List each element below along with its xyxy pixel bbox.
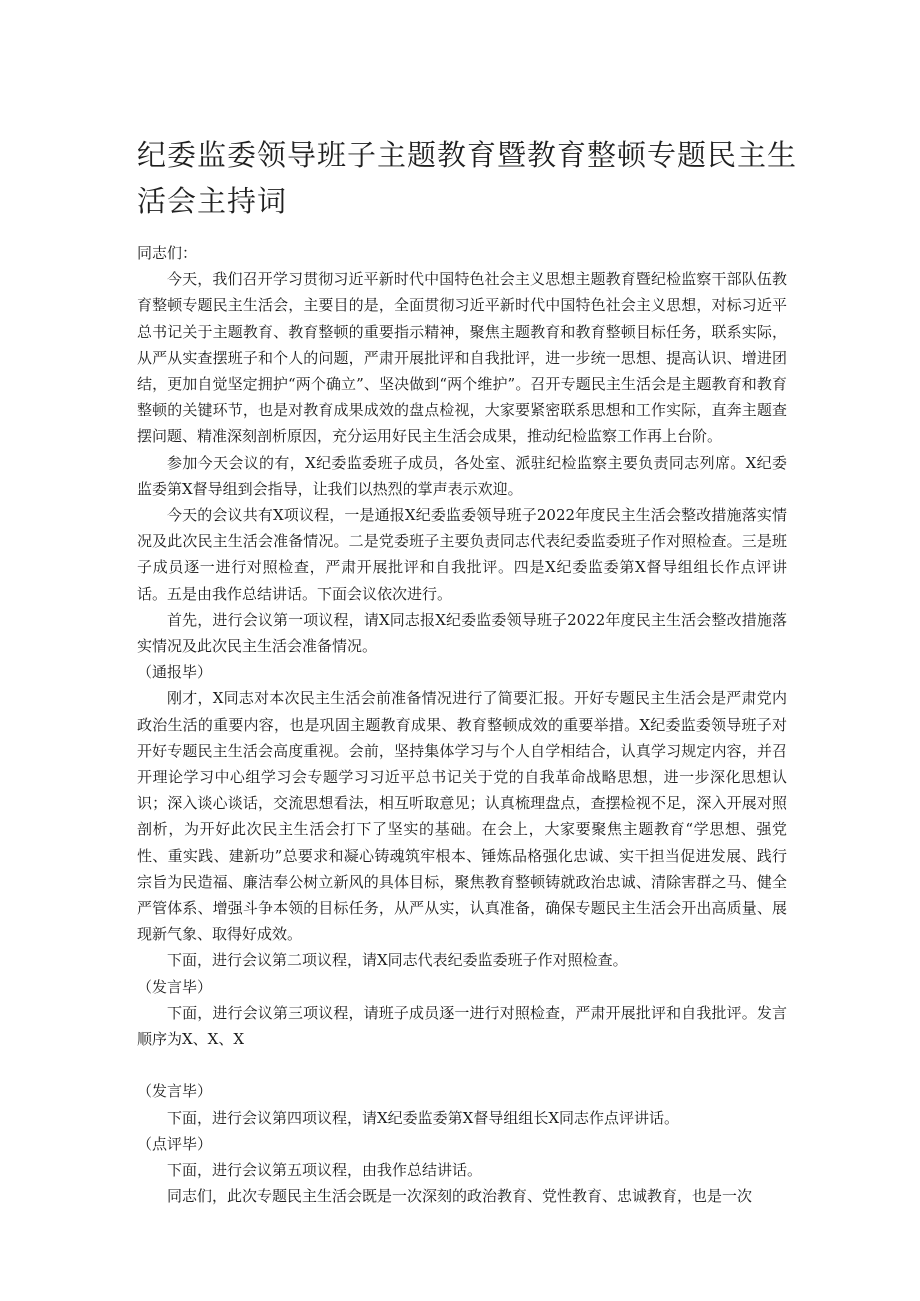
paragraph: 下面，进行会议第二项议程，请X同志代表纪委监委班子作对照检查。 [167,951,628,970]
document-title: 纪委监委领导班子主题教育暨教育整顿专题民主生活会主持词 [137,138,798,218]
paragraph: 首先，进行会议第一项议程，请X同志报X纪委监委领导班子2022年度民主生活会整改措施落实情况及此次民主生活会准备情况。 [137,610,787,656]
document-body [137,240,787,1209]
paragraph: 今天的会议共有X项议程，一是通报X纪委监委领导班子2022年度民主生活会整改措施落实情况及此次民主生活会准备情况。二是党委班子主要负责同志代表纪委监委班子作对照检查。三是班子成员逐一进行对照检查，严肃开展批评和自我批评。四是X纪委监委第X督导组组长作点评讲话。五是由我作总结讲话。下面会议依次进行。 [137,506,787,603]
paragraph: 下面，进行会议第五项议程，由我作总结讲话。 [167,1160,483,1179]
paragraph: 下面，进行会议第三项议程，请班子成员逐一进行对照检查，严肃开展批评和自我批评。发言顺序为X、X、X [137,1003,787,1049]
paragraph: 刚才，X同志对本次民主生活会前准备情况进行了简要汇报。开好专题民主生活会是严肃党内政治生活的重要内容，也是巩固主题教育成果、教育整顿成效的重要举措。X纪委监委领导班子对开好专题民主生活会高度重视。会前，坚持集体学习与个人自学相结合，认真学习规定内容，并召开理论学习中心组学习会专题学习习近平总书记关于党的自我革命战略思想，进一步深化思想认识；深入谈心谈话，交流思想看法，相互听取意见；认真梳理盘点，查摆检视不足，深入开展对照剖析，为开好此次民主生活会打下了坚实的基础。在会上，大家要聚焦主题教育“学思想、强党性、重实践、建新功”总要求和凝心铸魂筑牢根本、锤炼品格强化忠诚、实干担当促进发展、践行宗旨为民造福、廉洁奉公树立新风的具体目标，聚焦教育整顿铸就政治忠诚、清除害群之马、健全严管体系、增强斗争本领的目标任务，从严从实，认真准备，确保专题民主生活会开出高质量、展现新气象、取得好成效。 [137,689,787,944]
stage-note: （通报毕） [137,663,213,682]
stage-note: （发言毕） [137,1082,213,1101]
paragraph: 参加今天会议的有，X纪委监委班子成员，各处室、派驻纪检监察主要负责同志列席。X纪委监委第X督导组到会指导，让我们以热烈的掌声表示欢迎。 [137,453,787,498]
paragraph: 今天，我们召开学习贯彻习近平新时代中国特色社会主义思想主题教育暨纪检监察干部队伍教育整顿专题民主生活会，主要目的是，全面贯彻习近平新时代中国特色社会主义思想，对标习近平总书记关于主题教育、教育整顿的重要指示精神，聚焦主题教育和教育整顿目标任务，联系实际，从严从实查摆班子和个人的问题，严肃开展批评和自我批评，进一步统一思想、提高认识、增进团结，更加自觉坚定拥护“两个确立”、坚决做到“两个维护”。召开专题民主生活会是主题教育和教育整顿的关键环节，也是对教育成果成效的盘点检视，大家要紧密联系思想和工作实际，直奔主题查摆问题、精准深刻剖析原因，充分运用好民主生活会成果，推动纪检监察工作再上台阶。 [137,270,787,446]
stage-note: （发言毕） [137,977,213,996]
paragraph: 下面，进行会议第四项议程，请X纪委监委第X督导组组长X同志作点评讲话。 [167,1108,680,1127]
salutation: 同志们： [137,244,198,262]
paragraph: 同志们，此次专题民主生活会既是一次深刻的政治教育、党性教育、忠诚教育，也是一次 [167,1187,753,1206]
blank-line [137,1052,787,1078]
stage-note: （点评毕） [137,1134,213,1153]
